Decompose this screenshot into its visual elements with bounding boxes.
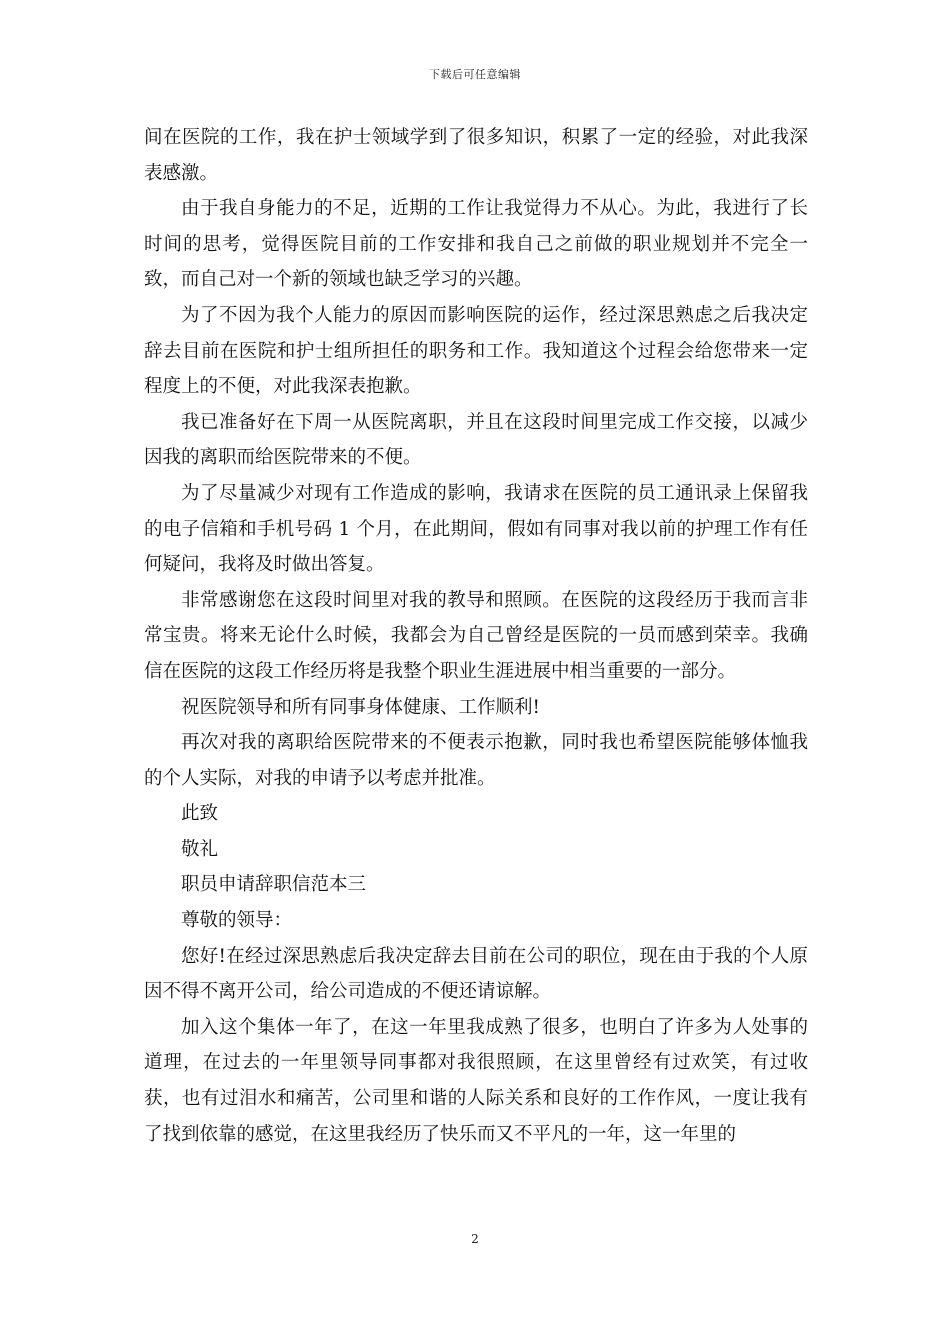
page-header: 下载后可任意编辑 [429, 68, 521, 81]
section-title: 职员申请辞职信范本三 [181, 874, 367, 896]
paragraph-14: 加入这个集体一年了，在这一年里我成熟了很多，也明白了许多为人处事的道理，在过去的一年里领导同事都对我很照顾，在这里曾经有过欢笑，有过收获，也有过泪水和痛苦，公司里和谐的人际关系和良好的工作作风，一度让我有了找到依靠的感觉，在这里我经历了快乐而又不平凡的一年，这一年里的 [144, 1016, 808, 1145]
paragraph-1: 间在医院的工作，我在护士领域学到了很多知识，积累了一定的经验，对此我深表感激。 [144, 127, 808, 184]
closing-regards: 敬礼 [181, 838, 219, 860]
paragraph-6: 非常感谢您在这段时间里对我的教导和照顾。在医院的这段经历于我而言非常宝贵。将来无论什么时候，我都会为自己曾经是医院的一员而感到荣幸。我确信在医院的这段工作经历将是我整个职业生涯进展中相当重要的一部分。 [144, 589, 808, 682]
closing-salutation: 此致 [181, 803, 219, 825]
paragraph-8: 再次对我的离职给医院带来的不便表示抱歉，同时我也希望医院能够体恤我的个人实际，对我的申请予以考虑并批准。 [144, 732, 808, 789]
paragraph-7: 祝医院领导和所有同事身体健康、工作顺利! [181, 696, 540, 718]
paragraph-5: 为了尽量减少对现有工作造成的影响，我请求在医院的员工通讯录上保留我的电子信箱和手机号码 1 个月，在此期间，假如有同事对我以前的护理工作有任何疑问，我将及时做出答复。 [144, 482, 808, 576]
paragraph-2: 由于我自身能力的不足，近期的工作让我觉得力不从心。为此，我进行了长时间的思考，觉得医院目前的工作安排和我自己之前做的职业规划并不完全一致，而自己对一个新的领域也缺乏学习的兴趣。 [144, 198, 808, 291]
paragraph-3: 为了不因为我个人能力的原因而影响医院的运作，经过深思熟虑之后我决定辞去目前在医院和护士组所担任的职务和工作。我知道这个过程会给您带来一定程度上的不便，对此我深表抱歉。 [144, 304, 808, 398]
page-number: 2 [471, 1232, 479, 1246]
document-body [144, 120, 808, 1152]
paragraph-4: 我已准备好在下周一从医院离职，并且在这段时间里完成工作交接，以减少因我的离职而给医院带来的不便。 [144, 411, 808, 469]
letter-greeting: 尊敬的领导： [181, 910, 293, 932]
paragraph-13: 您好!在经过深思熟虑后我决定辞去目前在公司的职位，现在由于我的个人原因不得不离开公司，给公司造成的不便还请谅解。 [144, 945, 808, 1003]
